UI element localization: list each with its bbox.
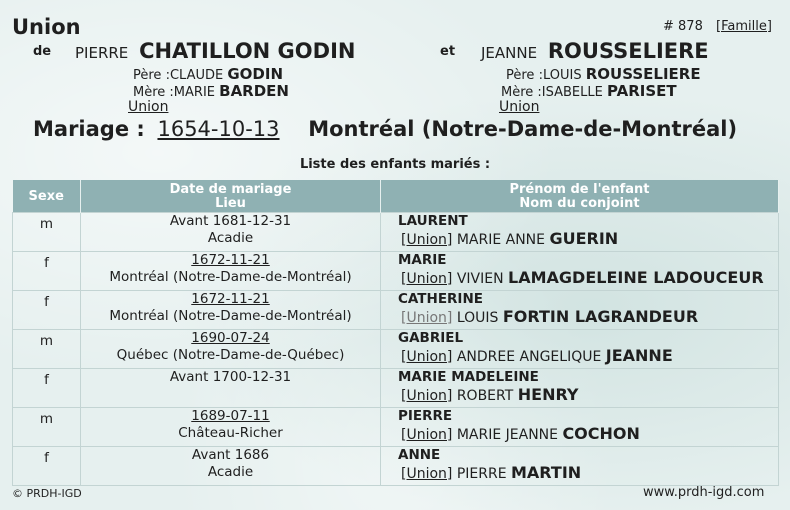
marriage-date: Avant 1681-12-31 [169,213,292,229]
copyright: © PRDH-IGD [12,487,82,500]
marriage-date[interactable]: 1672-11-21 [191,291,270,307]
record-number: # 878 [663,19,703,34]
mother-first-name: ISABELLE [541,85,603,100]
mother-last-name: PARISET [607,82,677,100]
col-header-sexe: Sexe [13,180,81,213]
spouse-last-name: HENRY [517,385,579,404]
col-header-date [81,180,381,213]
husband-name [75,39,355,63]
spouse-first-name: PIERRE [456,466,507,482]
father-label: Père : [506,68,543,83]
cell-date-lieu [81,408,381,447]
spouse-line [398,230,778,249]
col-header-child-line2: Nom du conjoint [519,196,640,211]
cell-child [381,330,779,369]
et-label: et [440,44,456,59]
children-table [12,180,779,486]
father-label: Père : [133,68,170,83]
cell-child [381,213,779,252]
spouse-line [398,308,778,327]
mother-label: Mère : [133,85,174,100]
spouse-first-name: VIVIEN [456,271,504,287]
union-link[interactable]: [Union] [401,388,453,404]
marriage-date: 1654-10-13 [157,117,280,141]
marriage-date[interactable]: 1690-07-24 [191,330,270,346]
cell-date-lieu [81,291,381,330]
child-first-name: CATHERINE [398,291,483,307]
husband-parents-union-link[interactable]: Union [128,99,169,115]
mother-last-name: BARDEN [219,82,289,100]
wife-first-name: JEANNE [481,44,538,62]
mother-first-name: MARIE [173,85,215,100]
table-row [13,369,779,408]
page-title: Union [12,15,81,39]
wife-last-name: ROUSSELIERE [547,39,709,63]
marriage-date: Avant 1686 [191,447,270,463]
website: www.prdh-igd.com [643,485,765,500]
wife-parents-union-link[interactable]: Union [499,99,540,115]
marriage-place: Montréal (Notre-Dame-de-Montréal) [308,117,738,141]
cell-child [381,369,779,408]
union-link[interactable]: [Union] [401,349,453,365]
father-last-name: GODIN [227,65,284,83]
wife-father [506,65,701,83]
marriage-date[interactable]: 1672-11-21 [191,252,270,268]
child-first-name: MARIE MADELEINE [398,369,539,385]
cell-sexe: m [13,330,81,369]
spouse-last-name: COCHON [562,424,640,443]
col-header-child [381,180,779,213]
cell-child [381,447,779,486]
father-last-name: ROUSSELIERE [585,65,701,83]
husband-first-name: PIERRE [75,44,129,62]
marriage-line [33,117,737,141]
cell-sexe: m [13,213,81,252]
spouse-last-name: FORTIN LAGRANDEUR [502,307,699,326]
husband-mother [133,82,289,100]
de-label: de [33,44,52,59]
cell-date-lieu [81,447,381,486]
marriage-place: Québec (Notre-Dame-de-Québec) [116,347,345,363]
spouse-first-name: LOUIS [456,310,499,326]
marriage-date[interactable]: 1689-07-11 [191,408,270,424]
table-row [13,291,779,330]
cell-sexe: m [13,408,81,447]
table-header-row [13,180,779,213]
cell-sexe: f [13,291,81,330]
spouse-first-name: MARIE JEANNE [456,427,558,443]
col-header-date-line1: Date de mariage [169,182,292,197]
union-link[interactable]: [Union] [401,232,453,248]
cell-child [381,252,779,291]
mother-label: Mère : [501,85,542,100]
spouse-first-name: ANDREE ANGELIQUE [456,349,602,365]
table-row [13,447,779,486]
cell-child [381,291,779,330]
union-link[interactable]: [Union] [401,466,453,482]
spouse-line [398,464,778,483]
spouse-line [398,425,778,444]
child-first-name: LAURENT [398,213,468,229]
marriage-place: Acadie [207,464,254,480]
cell-date-lieu [81,330,381,369]
union-link[interactable]: [Union] [401,310,453,326]
child-first-name: GABRIEL [398,330,464,346]
cell-sexe: f [13,447,81,486]
spouse-line [398,269,778,288]
table-row [13,213,779,252]
spouse-last-name: MARTIN [511,463,582,482]
marriage-label: Mariage : [33,117,145,141]
cell-date-lieu [81,369,381,408]
union-link[interactable]: [Union] [401,271,453,287]
marriage-place: Acadie [207,230,254,246]
marriage-place: Montréal (Notre-Dame-de-Montréal) [109,269,352,285]
table-row [13,252,779,291]
table-row [13,408,779,447]
marriage-date: Avant 1700-12-31 [169,369,292,385]
famille-link[interactable]: [Famille] [716,19,772,34]
cell-sexe: f [13,369,81,408]
child-first-name: ANNE [398,447,441,463]
spouse-first-name: MARIE ANNE [456,232,546,248]
col-header-child-line1: Prénom de l'enfant [509,182,650,197]
cell-child [381,408,779,447]
child-first-name: MARIE [398,252,447,268]
spouse-last-name: LAMAGDELEINE LADOUCEUR [508,268,764,287]
cell-date-lieu [81,213,381,252]
union-link[interactable]: [Union] [401,427,453,443]
spouse-line [398,347,778,366]
wife-mother [501,82,677,100]
col-header-date-line2: Lieu [215,196,246,211]
child-first-name: PIERRE [398,408,453,424]
husband-father [133,65,283,83]
spouse-last-name: JEANNE [605,346,673,365]
table-row [13,330,779,369]
cell-sexe: f [13,252,81,291]
father-first-name: CLAUDE [169,68,224,83]
spouse-last-name: GUERIN [549,229,619,248]
spouse-first-name: ROBERT [456,388,514,404]
father-first-name: LOUIS [542,68,582,83]
marriage-place: Château-Richer [178,425,283,441]
wife-name [481,39,709,63]
cell-date-lieu [81,252,381,291]
marriage-place: Montréal (Notre-Dame-de-Montréal) [109,308,352,324]
children-list-title: Liste des enfants mariés : [299,157,491,172]
spouse-line [398,386,778,405]
husband-last-name: CHATILLON GODIN [139,39,356,63]
